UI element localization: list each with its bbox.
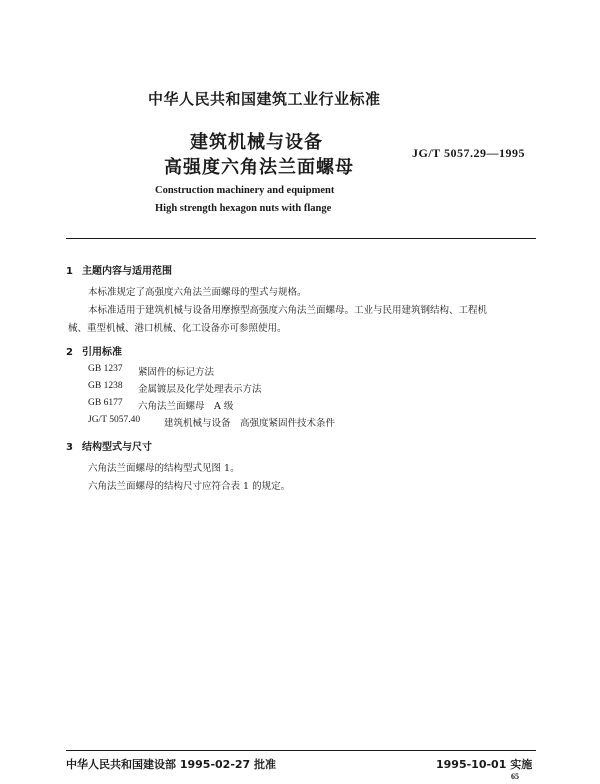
implementation-date: 1995-10-01 实施 — [436, 758, 533, 771]
section-3-paragraph-2: 六角法兰面螺母的结构尺寸应符合表 1 的规定。 — [88, 481, 291, 492]
reference-code: JG/T 5057.40 — [88, 415, 141, 425]
reference-code: GB 1237 — [88, 364, 123, 374]
section-3-heading — [66, 438, 152, 453]
approval-date: 中华人民共和国建设部 1995-02-27 批准 — [66, 758, 277, 771]
issuing-organization-title: 中华人民共和国建筑工业行业标准 — [148, 90, 381, 108]
reference-item — [88, 398, 233, 412]
section-1-paragraph-2-line-2: 械、重型机械、港口机械、化工设备亦可参照使用。 — [68, 323, 287, 334]
reference-item — [88, 381, 262, 395]
section-2-heading — [66, 343, 122, 358]
chinese-title-line-1: 建筑机械与设备 — [190, 132, 323, 153]
reference-item — [88, 415, 335, 429]
chinese-title-line-2: 高强度六角法兰面螺母 — [164, 157, 354, 178]
reference-code: GB 6177 — [88, 398, 123, 408]
header-divider — [66, 238, 536, 239]
section-1-paragraph-1: 本标准规定了高强度六角法兰面螺母的型式与规格。 — [88, 287, 307, 298]
section-title: 结构型式与尺寸 — [82, 442, 152, 453]
reference-title: 金属镀层及化学处理表示方法 — [138, 384, 262, 395]
section-1-paragraph-2-line-1: 本标准适用于建筑机械与设备用摩擦型高强度六角法兰面螺母。工业与民用建筑钢结构、工程机 — [88, 305, 488, 316]
english-title-line-1: Construction machinery and equipment — [155, 185, 335, 196]
section-number: 2 — [66, 347, 73, 358]
section-number: 1 — [66, 266, 73, 277]
reference-title: 紧固件的标记方法 — [138, 367, 215, 378]
reference-title: 六角法兰面螺母 A 级 — [138, 401, 234, 412]
reference-code: GB 1238 — [88, 381, 123, 391]
reference-title: 建筑机械与设备 高强度紧固件技术条件 — [164, 418, 336, 429]
section-number: 3 — [66, 442, 73, 453]
footer-divider — [66, 750, 536, 751]
reference-item — [88, 364, 214, 378]
section-title: 主题内容与适用范围 — [82, 266, 172, 277]
standard-number: JG/T 5057.29—1995 — [412, 146, 525, 160]
page-number: 65 — [511, 772, 519, 781]
section-3-paragraph-1: 六角法兰面螺母的结构型式见图 1。 — [88, 463, 240, 474]
english-title-line-2: High strength hexagon nuts with flange — [155, 203, 332, 214]
section-1-heading — [66, 262, 172, 277]
section-title: 引用标准 — [82, 347, 122, 358]
